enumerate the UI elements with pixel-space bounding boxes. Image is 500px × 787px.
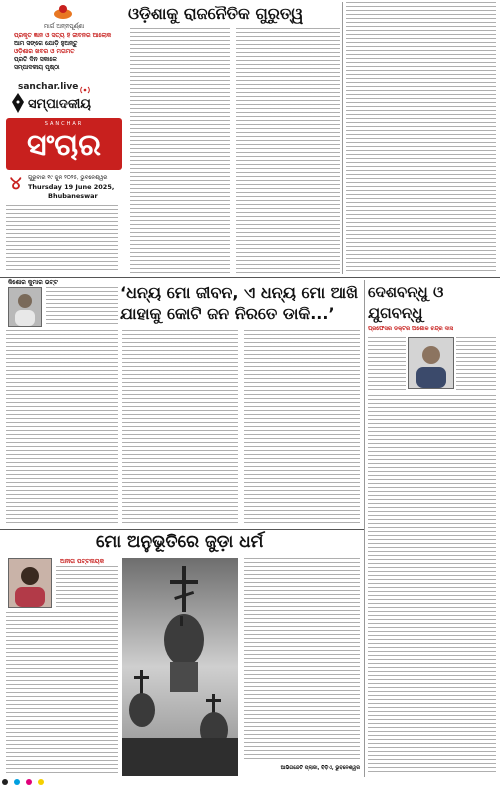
main-headline-line2: ଯାହାକୁ କୋଟି ଜନ ନିରତେ ଡାକି...’ bbox=[120, 304, 335, 323]
fountain-pen-icon bbox=[10, 92, 26, 114]
main-text-col1 bbox=[6, 330, 118, 526]
editorial-col1 bbox=[130, 28, 230, 274]
bottom-text-col3 bbox=[244, 558, 360, 762]
right-author-photo bbox=[408, 337, 454, 389]
date-english: Thursday 19 June 2025, bbox=[28, 183, 115, 191]
right-text-body bbox=[368, 395, 496, 775]
bottom-text-col1 bbox=[6, 612, 118, 776]
promo-line: ପ୍ରତି ଦିନ ସକାଳେ bbox=[14, 56, 57, 63]
section-name: ସମ୍ପାଦକୀୟ bbox=[28, 97, 91, 112]
bottom-headline: ମୋ ଅନୁଭୂତିରେ ଜୁଡ଼ା ଧର୍ମ bbox=[96, 532, 264, 552]
main-headline-line1: ‘ଧନ୍ୟ ମୋ ଜୀବନ, ଏ ଧନ୍ୟ ମୋ ଆଖି bbox=[120, 283, 359, 302]
promo-line: ଆମ ସଙ୍ଗେ ଯୋଡ଼ି ହୁଅନ୍ତୁ bbox=[14, 40, 78, 47]
right-headline-line1: ଦେଶବନ୍ଧୁ ଓ bbox=[368, 283, 444, 301]
bottom-text-top bbox=[56, 566, 118, 610]
annapurna-logo-icon bbox=[52, 4, 74, 20]
editorial-col3 bbox=[346, 2, 496, 274]
editorial-col2 bbox=[236, 28, 340, 274]
editorial-headline: ଓଡ଼ିଶାକୁ ରାଜନୈତିକ ଗୁରୁତ୍ୱ bbox=[128, 4, 304, 23]
main-author-name: କିଶୋର କୁମାର ଭଟ୍ଟ bbox=[8, 279, 58, 286]
paper-name: ସଂଚାର bbox=[27, 128, 101, 163]
main-text-col2 bbox=[122, 330, 238, 526]
main-text-col3 bbox=[244, 330, 360, 526]
promo-line: ସମ୍ପାଦକୀୟ ପୃଷ୍ଠା bbox=[14, 64, 60, 71]
masthead-body-text bbox=[6, 205, 118, 273]
promo-line: ଓଡ଼ିଶାର ଖବର ଓ ମତାମତ bbox=[14, 48, 75, 55]
promo-block bbox=[14, 32, 116, 72]
registration-mark bbox=[2, 778, 498, 786]
promo-line: ପ୍ରକୃତ ଜ୍ଞାନ ଓ ସତ୍ୟ ହିଁ ଜୀବନର ଆଲୋକ bbox=[14, 32, 112, 39]
bottom-byline-end: ଆଭିଗନ୍ଦେଟି ପ୍ଲାଜା, ବିଡ଼ିଏ, ଭୁବନେଶ୍ୱର bbox=[280, 765, 360, 771]
page-number: ୪ bbox=[10, 173, 22, 194]
paper-name-small: SANCHAR bbox=[44, 121, 84, 127]
broadcast-icon bbox=[80, 80, 90, 90]
city: Bhubaneswar bbox=[48, 192, 98, 200]
right-text-top-right bbox=[456, 337, 496, 391]
bottom-author-photo bbox=[8, 558, 52, 608]
bottom-author-name: ଅନୀତା ପଟ୍ଟନାୟକ bbox=[60, 558, 105, 565]
right-text-top-left bbox=[368, 337, 406, 391]
right-headline-line2: ଯୁଗବନ୍ଧୁ bbox=[368, 304, 423, 322]
main-text-col1-top bbox=[46, 287, 118, 327]
logo-top-text: ମାର୍ଗ ଅନ୍ନପୂର୍ଣ୍ଣା bbox=[43, 23, 85, 30]
paper-name-box bbox=[6, 118, 122, 170]
right-author-name: ପ୍ରଫେସର ଡକ୍ଟର ଅଶୋକ ଚନ୍ଦ୍ର ଦାସ bbox=[368, 326, 454, 332]
church-photo bbox=[122, 558, 238, 776]
date-odia: ଗୁରୁବାର ୧୯ ଜୁନ ୨୦୨୫, ଭୁବନେଶ୍ୱର bbox=[28, 175, 108, 181]
website-link[interactable]: sanchar.live bbox=[18, 82, 79, 92]
main-author-photo bbox=[8, 287, 42, 327]
masthead-column bbox=[0, 0, 124, 275]
